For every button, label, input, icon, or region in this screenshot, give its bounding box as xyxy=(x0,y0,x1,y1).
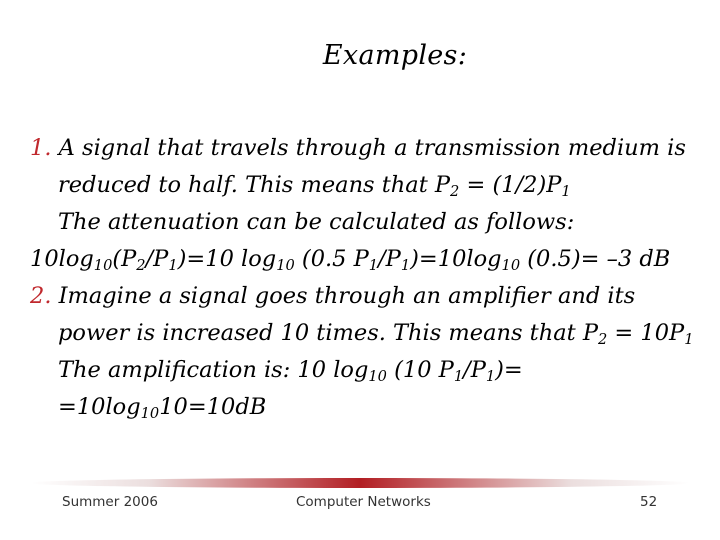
item-2-line-3: The amplification is: 10 $\log_{10} (10$ $P_1/P_1)=$ xyxy=(58,357,523,385)
item-1-line-2: reduced to half. This means that $P_2 = (1/2)P_1$ xyxy=(58,172,571,200)
footer-divider xyxy=(30,478,690,488)
item-1-line-1 xyxy=(30,130,700,167)
item-2-line-1 xyxy=(30,278,700,315)
item-2-line-4: $=10\log_{10}10=10dB$ xyxy=(58,394,267,422)
item-1-line-3: The attenuation can be calculated as follows: xyxy=(58,209,575,235)
slide-content xyxy=(30,130,700,426)
slide-title: Examples: xyxy=(322,40,468,71)
item-2-text: Imagine a signal goes through an amplifier and its xyxy=(58,283,636,309)
footer-date: Summer 2006 xyxy=(62,494,158,510)
footer-page-number: 52 xyxy=(640,494,658,510)
formula-line: $10\log_{10}(P_2/P_1)=10$ $\log_{10} (0.5$ $P_1/P_1)=10\log_{10}$ (0.5)= –3 dB xyxy=(30,246,671,274)
item-2-line-2: power is increased 10 times. This means that $P_2 = 10P_1$ xyxy=(58,320,694,348)
item-1-text: A signal that travels through a transmission medium is xyxy=(58,135,686,161)
footer-course: Computer Networks xyxy=(296,494,431,510)
item-1-number: 1. xyxy=(30,135,52,161)
item-2-number: 2. xyxy=(30,283,52,309)
